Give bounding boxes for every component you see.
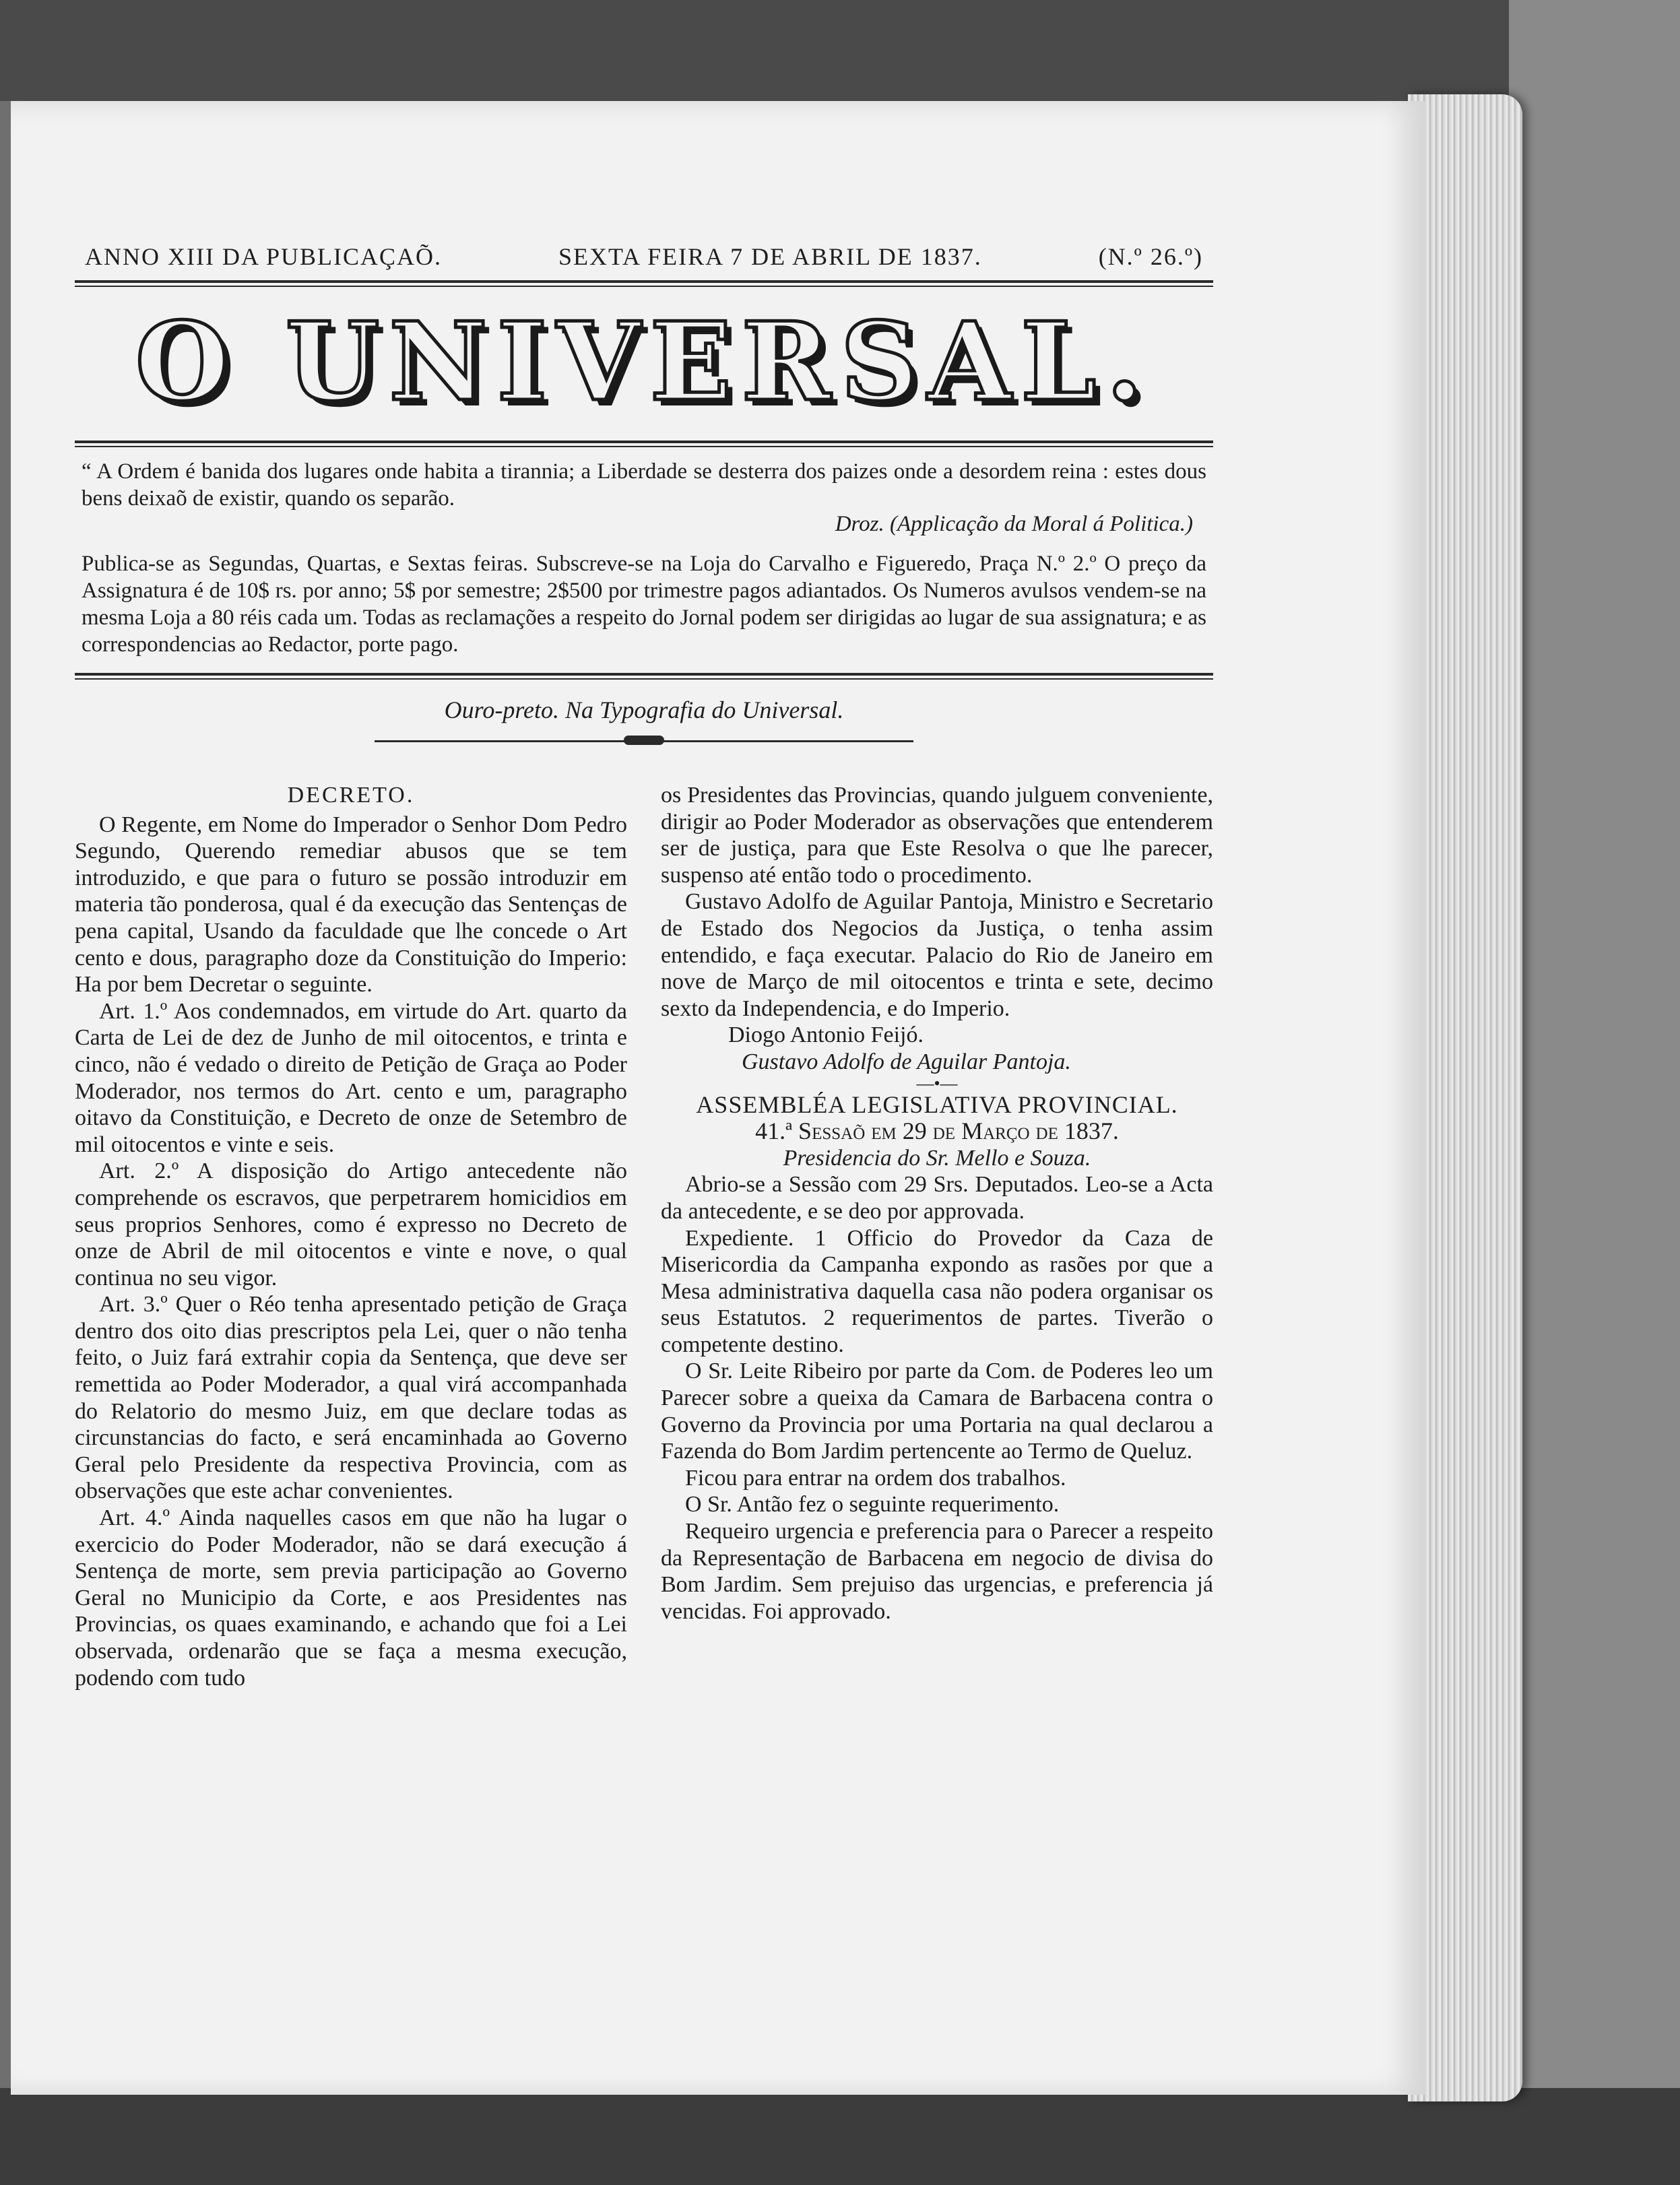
right-column	[661, 782, 1213, 1691]
decree-continuation: os Presidentes das Provincias, quando julguem conveniente, dirigir ao Poder Moderador as observações que entenderem ser de justiça, para que Este Resolva o que lhe parecer, suspenso até então todo o procedimento.	[661, 783, 1213, 888]
session-paragraph: O Sr. Leite Ribeiro por parte da Com. de Poderes leo um Parecer sobre a queixa da Camara de Barbacena contra o Governo da Provincia por uma Portaria na qual declarou a Fazenda do Bom Jardim pertencente ao Termo de Queluz.	[661, 1359, 1213, 1464]
masthead-number: (N.º 26.º)	[1098, 243, 1203, 270]
assembly-heading: ASSEMBLÉA LEGISLATIVA PROVINCIAL.	[696, 1090, 1178, 1118]
decree-closing: Gustavo Adolfo de Aguilar Pantoja, Ministro e Secretario de Estado dos Negocios da Justiça, o tenha assim entendido, e faça executar. Palacio do Rio de Janeiro em nove de Março de mil oitocentos e trinta e sete, decimo sexto da Independencia, e do Imperio.	[661, 889, 1213, 1021]
nameplate-title: O UNIVERSAL.	[135, 298, 1153, 425]
left-column	[75, 782, 627, 1691]
session-paragraph: Abrio-se a Sessão com 29 Srs. Deputados. Leo-se a Acta da antecedente, e se deo por approvada.	[661, 1172, 1213, 1224]
subscription-notice: Publica-se as Segundas, Quartas, e Sextas feiras. Subscreve-se na Loja do Carvalho e Figueredo, Praça N.º 2.º O preço da Assignatura é de 10$ rs. por anno; 5$ por semestre; 2$500 por trimestre pagos adiantados. Os Numeros avulsos vendem-se na mesma Loja a 80 réis cada um. Todas as reclamações a respeito do Jornal podem ser dirigidas ao lugar de sua assignatura; e as correspondencias ao Redactor, porte pago.	[82, 552, 1206, 657]
divider-ornament	[375, 738, 913, 744]
epigraph-text: “ A Ordem é banida dos lugares onde habita a tirannia; a Liberdade se desterra dos paizes onde a desordem reina : estes dous bens deixaõ de existir, quando os separão.	[82, 459, 1206, 511]
printer-imprint: Ouro-preto. Na Typografia do Universal.	[444, 696, 844, 723]
article-columns	[75, 782, 1213, 1691]
signature-pantoja: Gustavo Adolfo de Aguilar Pantoja.	[742, 1049, 1071, 1074]
masthead-rule	[75, 280, 1213, 287]
session-paragraph: Ficou para entrar na ordem dos trabalhos.	[685, 1465, 1066, 1491]
decree-paragraph: Art. 2.º A disposição do Artigo antecedente não comprehende os escravos, que perpetrarem homicidios em seus proprios Senhores, como é expresso no Decreto de onze de Abril de mil oitocentos e vinte e nove, o qual continua no seu vigor.	[75, 1159, 627, 1291]
masthead-year: ANNO XIII DA PUBLICAÇAÕ.	[85, 243, 442, 270]
session-paragraph: Expediente. 1 Officio do Provedor da Caza de Misericordia da Campanha expondo as rasões por que a Mesa administrativa daquella casa não podera organisar os seus Estatutos. 2 requerimentos de partes. Tiverão o competente destino.	[661, 1225, 1213, 1357]
session-heading: 41.ª Sessaõ em 29 de Março de 1837.	[755, 1117, 1119, 1145]
small-ornament: —•—	[916, 1073, 958, 1093]
scan-background-top	[0, 0, 1680, 101]
masthead-date: SEXTA FEIRA 7 DE ABRIL DE 1837.	[558, 243, 982, 270]
decree-paragraph: Art. 4.º Ainda naquelles casos em que não ha lugar o exercicio do Poder Moderador, não se dará execução á Sentença de morte, sem previa participação ao Governo Geral no Municipio da Corte, e aos Presidentes nas Provincias, os quaes examinando, e achando que foi a Lei observada, ordenarão que se faça a mesma execução, podendo com tudo	[75, 1505, 627, 1691]
signature-feijo: Diogo Antonio Feijó.	[728, 1022, 924, 1048]
subscription-rule	[75, 673, 1213, 680]
decree-paragraph: Art. 1.º Aos condemnados, em virtude do Art. quarto da Carta de Lei de dez de Junho de mil oitocentos, e trinta e cinco, não é vedado o direito de Petição de Graça ao Poder Moderador, nos termos do Art. cento e um, paragrapho oitavo da Constituição, e Decreto de onze de Setembro de mil oitocentos e vinte e seis.	[75, 998, 627, 1157]
epigraph-source: Droz. (Applicação da Moral á Politica.)	[835, 512, 1193, 536]
session-paragraph: O Sr. Antão fez o seguinte requerimento.	[685, 1492, 1060, 1518]
decree-paragraph: Art. 3.º Quer o Réo tenha apresentado petição de Graça dentro dos oito dias prescriptos pela Lei, quer o não tenha feito, o Juiz fará extrahir copia da Sentença, que deve ser remettida ao Poder Moderador, a qual virá accompanhada do Relatorio do mesmo Juiz, em que declare todas as circunstancias do facto, e será encaminhada ao Governo Geral pelo Presidente da respectiva Provincia, com as observações que este achar convenientes.	[75, 1292, 627, 1504]
nameplate-rule	[75, 441, 1213, 447]
scan-background-right	[1509, 0, 1680, 2185]
session-paragraph: Requeiro urgencia e preferencia para o Parecer a respeito da Representação de Barbacena em negocio de divisa do Bom Jardim. Sem prejuiso das urgencias, e preferencia já vencidas. Foi approvado.	[661, 1519, 1213, 1624]
newspaper-page	[11, 101, 1425, 2095]
page-content	[75, 242, 1213, 2169]
decree-heading: DECRETO.	[287, 783, 415, 808]
decree-paragraph: O Regente, em Nome do Imperador o Senhor Dom Pedro Segundo, Querendo remediar abusos que se tem introduzido, e que para o futuro se possão introduzir em materia tão ponderosa, qual é da execução das Sentenças de pena capital, Usando da faculdade que lhe concede o Art cento e dous, paragrapho doze da Constituição do Imperio: Ha por bem Decretar o seguinte.	[75, 812, 627, 998]
masthead	[75, 242, 1213, 271]
presidency-line: Presidencia do Sr. Mello e Souza.	[783, 1145, 1091, 1171]
